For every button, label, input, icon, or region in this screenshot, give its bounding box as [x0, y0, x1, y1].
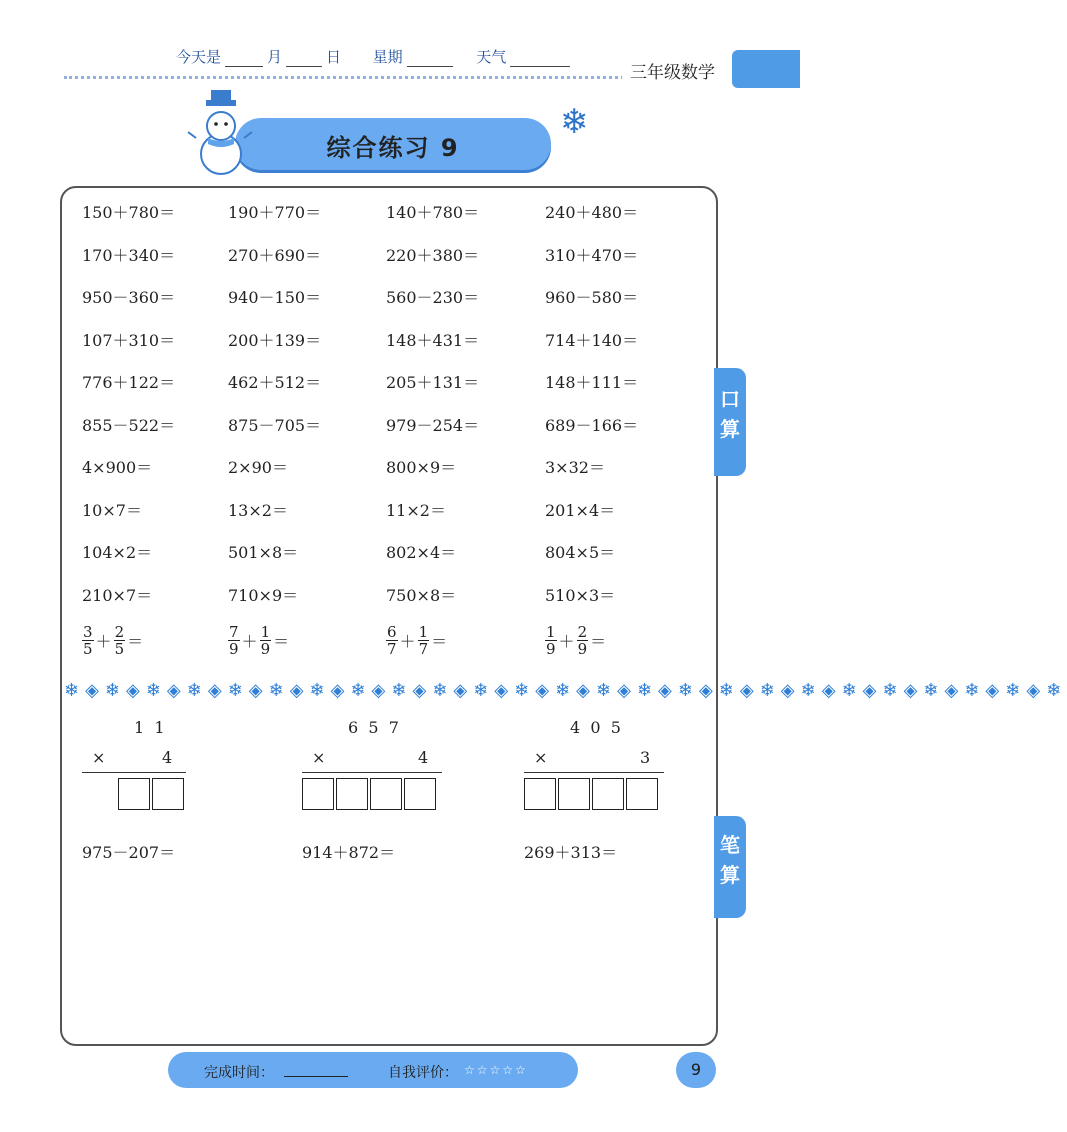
equals-sign: ＝: [431, 632, 448, 651]
oral-problem: 170＋340＝: [82, 245, 176, 265]
times-sign: ×: [92, 748, 106, 767]
oral-problem: 148＋111＝: [545, 373, 639, 392]
snowflake-divider: ❄◈❄◈❄◈❄◈❄◈❄◈❄◈❄◈❄◈❄◈❄◈❄◈❄◈❄◈❄◈❄◈❄◈❄◈❄◈❄◈❄◈❄◈❄◈❄◈❄: [64, 680, 1067, 701]
denominator: 5: [114, 640, 125, 658]
denominator: 9: [229, 640, 239, 658]
written-calc-tab: [714, 816, 746, 918]
month-label: 月: [267, 48, 283, 66]
weekday-blank[interactable]: [407, 52, 453, 67]
day-blank[interactable]: [286, 52, 322, 67]
multiplicand: 6 5 7: [348, 718, 399, 737]
rating-stars[interactable]: ☆☆☆☆☆: [464, 1063, 528, 1077]
product-line: [82, 772, 186, 773]
fraction-problem: [228, 624, 291, 657]
oral-problem: 940－150＝: [228, 288, 322, 307]
product-line: [302, 772, 442, 773]
equals-sign: ＝: [273, 632, 290, 651]
plus-sign: ＋: [399, 632, 416, 651]
equals-sign: ＝: [590, 632, 607, 651]
fraction-b: [577, 624, 589, 657]
fraction-b: [418, 624, 430, 657]
written-problem: 269＋313＝: [524, 843, 618, 862]
written-problem: 914＋872＝: [302, 843, 396, 862]
multiplier: 4: [418, 748, 429, 767]
grade-label: 三年级数学: [630, 63, 715, 83]
oral-problem: 510×3＝: [545, 585, 616, 605]
answer-box[interactable]: [370, 778, 402, 810]
denominator: 9: [546, 640, 556, 658]
today-label: 今天是: [176, 48, 222, 66]
oral-problem: 140＋780＝: [386, 203, 480, 222]
times-sign: ×: [534, 748, 548, 767]
oral-problem: 107＋310＝: [82, 330, 176, 350]
denominator: 5: [83, 640, 93, 658]
numerator: 1: [260, 623, 271, 641]
plus-sign: ＋: [558, 632, 575, 651]
fraction-a: [545, 624, 557, 657]
oral-tab-char-1: 口: [720, 387, 740, 411]
written-problem: 975－207＝: [82, 843, 176, 862]
oral-problem: 714＋140＝: [545, 330, 639, 350]
weather-blank[interactable]: [510, 52, 570, 67]
oral-problem: 462＋512＝: [228, 373, 322, 392]
times-sign: ×: [312, 748, 326, 767]
numerator: 1: [546, 623, 556, 641]
oral-problem: 501×8＝: [228, 543, 299, 562]
weather-label: 天气: [476, 48, 507, 66]
denominator: 9: [260, 640, 271, 658]
oral-problem: 979－254＝: [386, 415, 480, 435]
oral-problem: 11×2＝: [386, 500, 446, 520]
plus-sign: ＋: [95, 632, 112, 651]
answer-box[interactable]: [302, 778, 334, 810]
oral-problem: 10×7＝: [82, 500, 142, 520]
oral-problem: 560－230＝: [386, 288, 480, 307]
oral-problem: 3×32＝: [545, 458, 605, 477]
fraction-a: [386, 624, 398, 657]
oral-problem: 804×5＝: [545, 543, 616, 562]
written-tab-char-1: 笔: [720, 833, 740, 857]
footer-bar: [168, 1052, 578, 1088]
day-label: 日: [326, 48, 342, 66]
numerator: 1: [418, 623, 429, 641]
snowman-icon: [186, 96, 256, 176]
oral-problem: 776＋122＝: [82, 373, 176, 392]
oral-problem: 310＋470＝: [545, 245, 639, 265]
oral-problem: 855－522＝: [82, 415, 176, 435]
oral-problem: 200＋139＝: [228, 330, 322, 350]
answer-box[interactable]: [558, 778, 590, 810]
oral-tab-char-2: 算: [720, 417, 740, 441]
fraction-b: [260, 624, 272, 657]
completion-time-blank[interactable]: [284, 1076, 348, 1077]
oral-problem: 875－705＝: [228, 415, 322, 435]
numerator: 6: [387, 623, 397, 641]
oral-problem: 960－580＝: [545, 288, 639, 307]
product-line: [524, 772, 664, 773]
answer-box[interactable]: [404, 778, 436, 810]
oral-problem: 750×8＝: [386, 585, 457, 605]
oral-problem: 104×2＝: [82, 543, 153, 562]
answer-box[interactable]: [152, 778, 184, 810]
title-banner: [235, 118, 551, 170]
oral-problem: 2×90＝: [228, 458, 288, 477]
denominator: 7: [418, 640, 429, 658]
page-number: 9: [676, 1052, 716, 1088]
oral-problem: 800×9＝: [386, 458, 457, 477]
oral-problem: 950－360＝: [82, 288, 176, 307]
numerator: 7: [229, 623, 239, 641]
month-blank[interactable]: [225, 52, 263, 67]
oral-problem: 150＋780＝: [82, 203, 176, 222]
answer-box[interactable]: [336, 778, 368, 810]
oral-problem: 270＋690＝: [228, 245, 322, 265]
oral-problem: 4×900＝: [82, 458, 153, 477]
page-title: 综合练习 9: [326, 134, 460, 162]
fraction-problem: [386, 624, 449, 657]
grade-tab-swoosh: [732, 50, 800, 88]
oral-problem: 220＋380＝: [386, 245, 480, 265]
exercise-frame: [60, 186, 1067, 1046]
answer-box[interactable]: [524, 778, 556, 810]
fraction-b: [114, 624, 126, 657]
oral-problem: 710×9＝: [228, 585, 299, 605]
denominator: 9: [577, 640, 588, 658]
fraction-problem: [82, 624, 145, 657]
plus-sign: ＋: [241, 632, 258, 651]
oral-problem: 13×2＝: [228, 500, 288, 520]
oral-calc-tab: [714, 368, 746, 476]
numerator: 2: [114, 623, 125, 641]
oral-problem: 205＋131＝: [386, 373, 480, 392]
snowflake-icon: ❄: [560, 102, 589, 142]
completion-time-label: 完成时间：: [204, 1065, 274, 1081]
multiplier: 3: [640, 748, 651, 767]
answer-box[interactable]: [592, 778, 624, 810]
self-eval-label: 自我评价：: [388, 1065, 458, 1081]
written-tab-char-2: 算: [720, 863, 740, 887]
oral-problem: 190＋770＝: [228, 203, 322, 222]
multiplicand: 4 0 5: [570, 718, 621, 737]
weekday-label: 星期: [372, 48, 403, 66]
date-line: [176, 46, 574, 67]
grade-tab: [622, 50, 800, 88]
fraction-a: [228, 624, 240, 657]
oral-problem: 210×7＝: [82, 585, 153, 605]
oral-problem: 240＋480＝: [545, 203, 639, 222]
oral-problem: 802×4＝: [386, 543, 457, 562]
numerator: 3: [83, 623, 93, 641]
equals-sign: ＝: [127, 632, 144, 651]
fraction-a: [82, 624, 94, 657]
multiplicand: 1 1: [134, 718, 165, 737]
header-dotted-rule: [64, 76, 624, 79]
numerator: 2: [577, 623, 588, 641]
answer-box[interactable]: [118, 778, 150, 810]
oral-problem: 201×4＝: [545, 500, 616, 520]
oral-problem: 148＋431＝: [386, 330, 480, 350]
answer-box[interactable]: [626, 778, 658, 810]
multiplier: 4: [162, 748, 173, 767]
oral-problem: 689－166＝: [545, 415, 639, 435]
fraction-problem: [545, 624, 608, 657]
denominator: 7: [387, 640, 397, 658]
